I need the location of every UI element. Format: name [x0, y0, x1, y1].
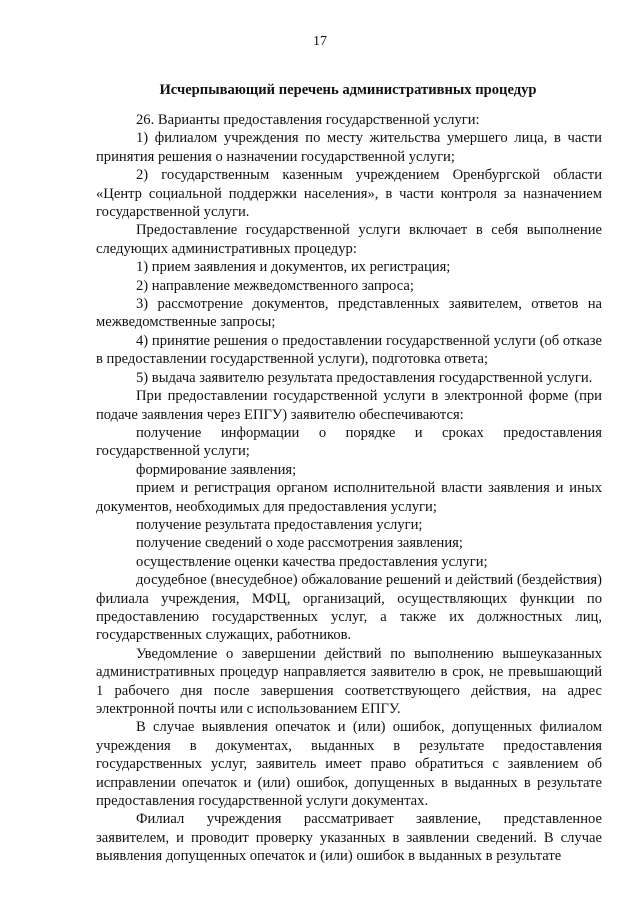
paragraph: 26. Варианты предоставления государственной услуги: [136, 112, 480, 128]
body-text [96, 111, 602, 866]
paragraph: формирование заявления; [136, 461, 297, 478]
paragraph: получение информации о порядке и сроках предоставления государственной услуги; [96, 424, 602, 460]
paragraph: Уведомление о завершении действий по выполнению вышеуказанных административных процедур направляется заявителю в срок, не превышающий 1 рабочего дня после завершения соответствующего действия, на адрес электронной почты или с использованием ЕПГУ. [96, 645, 602, 717]
paragraph: Предоставление государственной услуги включает в себя выполнение следующих административных процедур: [96, 222, 602, 257]
paragraph: 3) рассмотрение документов, представленных заявителем, ответов на межведомственные запросы; [96, 296, 602, 331]
paragraph: осуществление оценки качества предоставления услуги; [136, 553, 488, 570]
page-number: 17 [313, 34, 327, 49]
paragraph: 2) направление межведомственного запроса; [136, 277, 414, 294]
paragraph: получение результата предоставления услуги; [136, 516, 423, 533]
paragraph: 1) прием заявления и документов, их регистрация; [136, 259, 451, 276]
paragraph: 4) принятие решения о предоставлении государственной услуги (об отказе в предоставлении государственной услуги), подготовка ответа; [96, 332, 602, 368]
paragraph: 5) выдача заявителю результата предоставления государственной услуги. [136, 369, 593, 386]
paragraph: При предоставлении государственной услуги в электронной форме (при подаче заявления через ЕПГУ) заявителю обеспечиваются: [96, 388, 602, 423]
paragraph: Филиал учреждения рассматривает заявление, представленное заявителем, и проводит проверку указанных в заявлении сведений. В случае выявления допущенных опечаток и (или) ошибок в выданных в результате [96, 811, 602, 865]
paragraph: досудебное (внесудебное) обжалование решений и действий (бездействия) филиала учреждения, МФЦ, организаций, осуществляющих функции по предоставлению государственных услуг, а также их должностных лиц, государственных служащих, работников. [96, 572, 602, 644]
paragraph: В случае выявления опечаток и (или) ошибок, допущенных филиалом учреждения в документах, выданных в результате предоставления государственных услуг, заявитель имеет право обратиться с заявлением об исправлении опечаток и (или) ошибок, допущенных в выданных в результате предоставления государственной услуги документах. [96, 719, 602, 810]
paragraph: 1) филиалом учреждения по месту жительства умершего лица, в части принятия решения о назначении государственной услуги; [96, 130, 602, 165]
section-heading: Исчерпывающий перечень административных процедур [159, 82, 537, 98]
paragraph: прием и регистрация органом исполнительной власти заявления и иных документов, необходимых для предоставления услуги; [96, 480, 602, 515]
paragraph: 2) государственным казенным учреждением Оренбургской области «Центр социальной поддержки населения», в части контроля за назначением государственной услуги. [96, 167, 602, 221]
paragraph: получение сведений о ходе рассмотрения заявления; [136, 535, 463, 552]
